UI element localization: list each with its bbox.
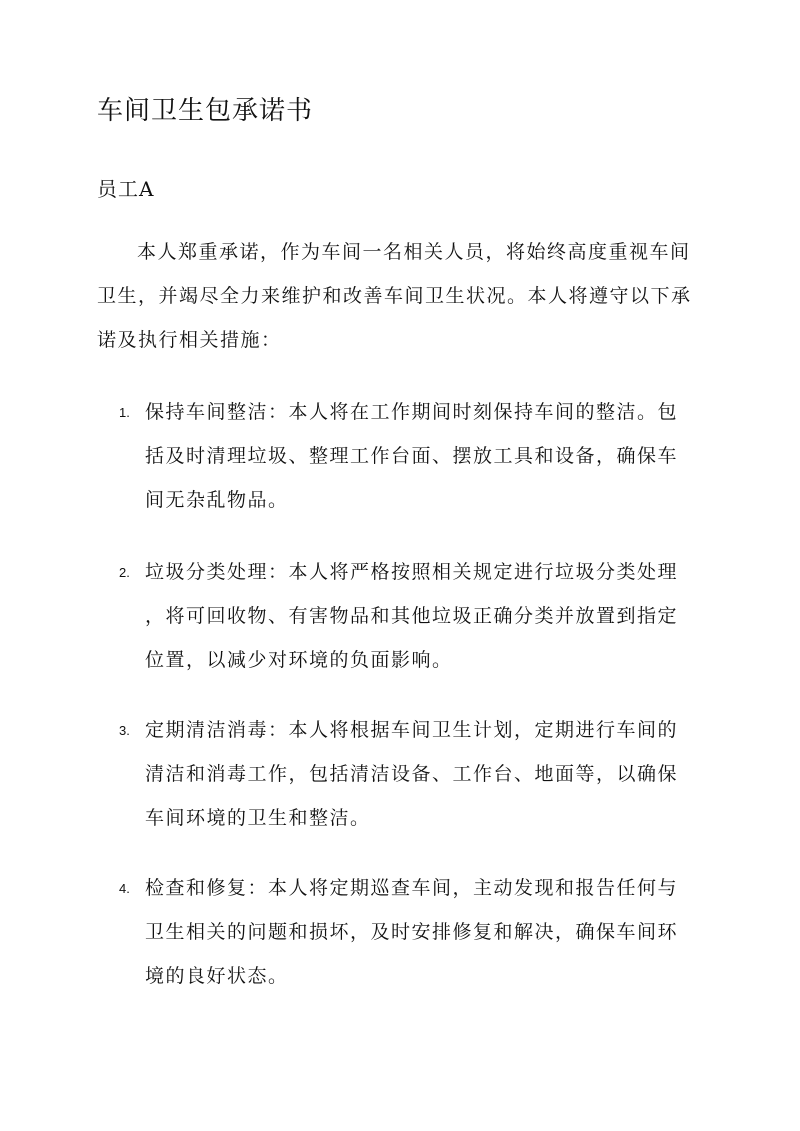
intro-line: 本人郑重承诺，作为车间一名相关人员，将始终高度重视车间 — [137, 241, 691, 263]
list-item-line: 清洁和消毒工作，包括清洁设备、工作台、地面等，以确保 — [145, 763, 679, 785]
intro-paragraph — [97, 230, 717, 362]
list-item-line: 检查和修复：本人将定期巡查车间，主动发现和报告任何与 — [145, 877, 679, 899]
list-item-text — [145, 866, 720, 998]
list-item-line: 间无杂乱物品。 — [145, 489, 289, 511]
list-item-line: 位置，以减少对环境的负面影响。 — [145, 649, 453, 671]
list-item-text — [145, 390, 720, 522]
list-item-line: 保持车间整洁：本人将在工作期间时刻保持车间的整洁。包 — [145, 401, 679, 423]
intro-line: 卫生，并竭尽全力来维护和改善车间卫生状况。本人将遵守以下承 — [97, 285, 692, 307]
list-item-line: 车间环境的卫生和整洁。 — [145, 807, 371, 829]
employee-name: 员工A — [97, 177, 155, 201]
list-item-number: 3. — [119, 723, 130, 738]
list-item-line: 括及时清理垃圾、整理工作台面、摆放工具和设备，确保车 — [145, 445, 679, 467]
document-title: 车间卫生包承诺书 — [97, 96, 314, 126]
intro-line: 诺及执行相关措施： — [97, 329, 282, 351]
list-item-line: 境的良好状态。 — [145, 965, 289, 987]
list-item-number: 2. — [119, 565, 130, 580]
list-item-text — [145, 550, 720, 682]
list-item-number: 4. — [119, 881, 130, 896]
list-item-line: 定期清洁消毒：本人将根据车间卫生计划，定期进行车间的 — [145, 719, 679, 741]
list-item-line: 垃圾分类处理：本人将严格按照相关规定进行垃圾分类处理 — [145, 561, 679, 583]
list-item-text — [145, 708, 720, 840]
list-item-line: 卫生相关的问题和损坏，及时安排修复和解决，确保车间环 — [145, 921, 679, 943]
list-item-line: ，将可回收物、有害物品和其他垃圾正确分类并放置到指定 — [145, 605, 679, 627]
list-item-number: 1. — [119, 405, 130, 420]
